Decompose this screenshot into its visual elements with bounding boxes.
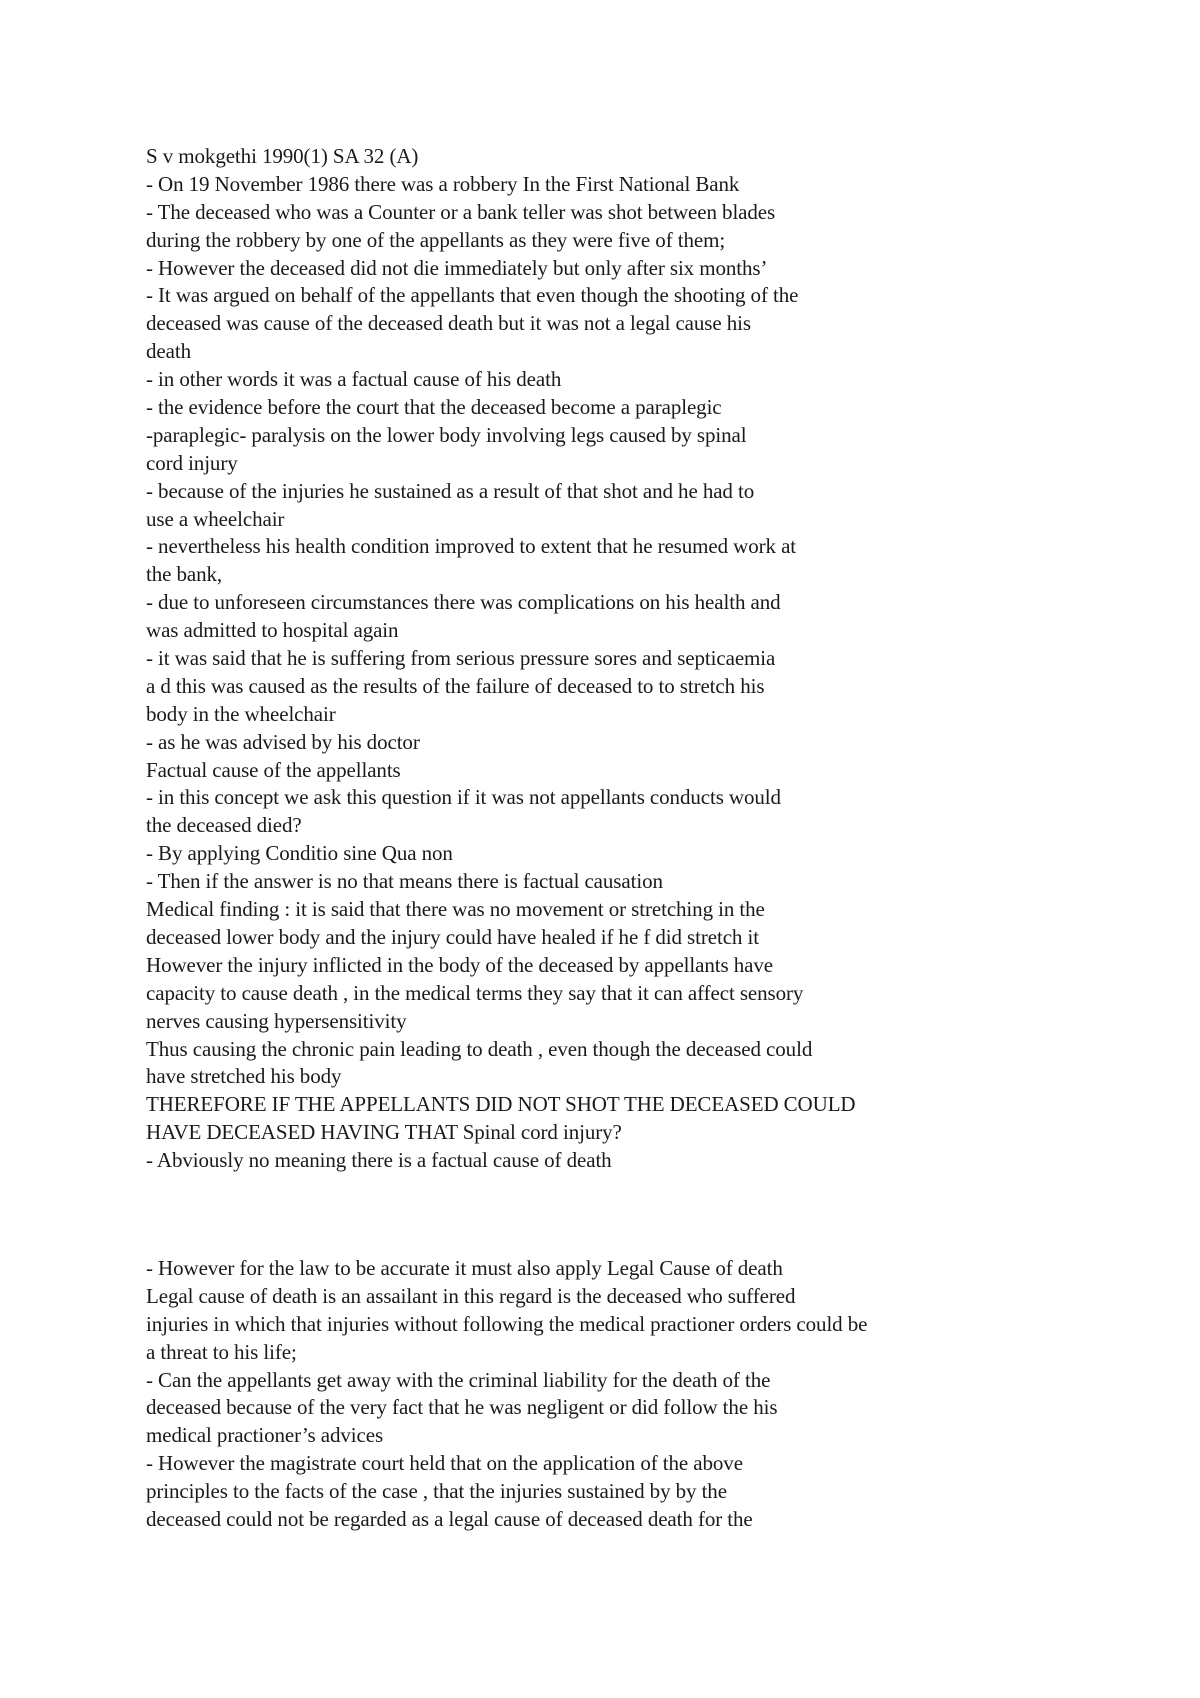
text-line: Medical finding : it is said that there was no movement or stretching in the (146, 897, 765, 922)
text-line: - By applying Conditio sine Qua non (146, 841, 453, 866)
text-line: the deceased died? (146, 813, 302, 838)
text-line: nerves causing hypersensitivity (146, 1008, 407, 1033)
text-line: medical practioner’s advices (146, 1423, 384, 1448)
text-line: S v mokgethi 1990(1) SA 32 (A) (146, 144, 419, 168)
text-line: - in this concept we ask this question if it was not appellants conducts would (146, 785, 781, 810)
text-line: - The deceased who was a Counter or a bank teller was shot between blades (146, 199, 776, 224)
text-line: body in the wheelchair (146, 701, 336, 726)
text-line: Factual cause of the appellants (146, 757, 401, 782)
text-line: a threat to his life; (146, 1339, 297, 1364)
text-line: the bank, (146, 562, 223, 587)
text-line: capacity to cause death , in the medical terms they say that it can affect sensory (146, 980, 804, 1005)
text-line: deceased was cause of the deceased death but it was not a legal cause his (146, 311, 751, 336)
text-line: -paraplegic- paralysis on the lower body involving legs caused by spinal (146, 422, 747, 447)
text-line: was admitted to hospital again (146, 618, 399, 643)
text-line: cord injury (146, 450, 238, 475)
text-line: a d this was caused as the results of the failure of deceased to to stretch his (146, 673, 765, 698)
text-line: - Abviously no meaning there is a factual cause of death (146, 1148, 612, 1173)
text-line: injuries in which that injuries without following the medical practioner orders could be (146, 1311, 868, 1336)
text-line: - nevertheless his health condition improved to extent that he resumed work at (146, 534, 797, 559)
text-line: - it was said that he is suffering from serious pressure sores and septicaemia (146, 646, 776, 671)
text-line: use a wheelchair (146, 506, 285, 531)
text-line: have stretched his body (146, 1064, 342, 1089)
text-line: deceased could not be regarded as a legal cause of deceased death for the (146, 1507, 753, 1532)
text-line: - It was argued on behalf of the appellants that even though the shooting of the (146, 283, 799, 308)
text-line: THEREFORE IF THE APPELLANTS DID NOT SHOT THE DECEASED COULD (146, 1092, 856, 1117)
text-line: HAVE DECEASED HAVING THAT Spinal cord injury? (146, 1120, 622, 1145)
text-line: - Can the appellants get away with the criminal liability for the death of the (146, 1367, 771, 1392)
text-line: - the evidence before the court that the deceased become a paraplegic (146, 395, 722, 420)
text-line: Thus causing the chronic pain leading to death , even though the deceased could (146, 1036, 813, 1061)
text-line: - in other words it was a factual cause of his death (146, 367, 562, 392)
text-line: - However for the law to be accurate it must also apply Legal Cause of death (146, 1256, 783, 1280)
text-line: deceased lower body and the injury could have healed if he f did stretch it (146, 924, 759, 949)
text-line: - On 19 November 1986 there was a robbery In the First National Bank (146, 171, 740, 196)
text-block-first (146, 143, 1106, 1175)
text-line: - However the magistrate court held that on the application of the above (146, 1451, 743, 1476)
text-line: during the robbery by one of the appellants as they were five of them; (146, 227, 726, 252)
text-line: However the injury inflicted in the body of the deceased by appellants have (146, 952, 773, 977)
text-line: Legal cause of death is an assailant in this regard is the deceased who suffered (146, 1283, 796, 1308)
text-line: deceased because of the very fact that he was negligent or did follow the his (146, 1395, 778, 1420)
text-line: death (146, 339, 191, 364)
text-line: principles to the facts of the case , that the injuries sustained by by the (146, 1479, 727, 1504)
text-line: - due to unforeseen circumstances there was complications on his health and (146, 590, 781, 615)
text-block-second (146, 1255, 1106, 1534)
text-line: - Then if the answer is no that means there is factual causation (146, 869, 663, 894)
text-line: - as he was advised by his doctor (146, 729, 420, 754)
text-line: - because of the injuries he sustained as a result of that shot and he had to (146, 478, 755, 503)
text-line: - However the deceased did not die immediately but only after six months’ (146, 255, 768, 280)
